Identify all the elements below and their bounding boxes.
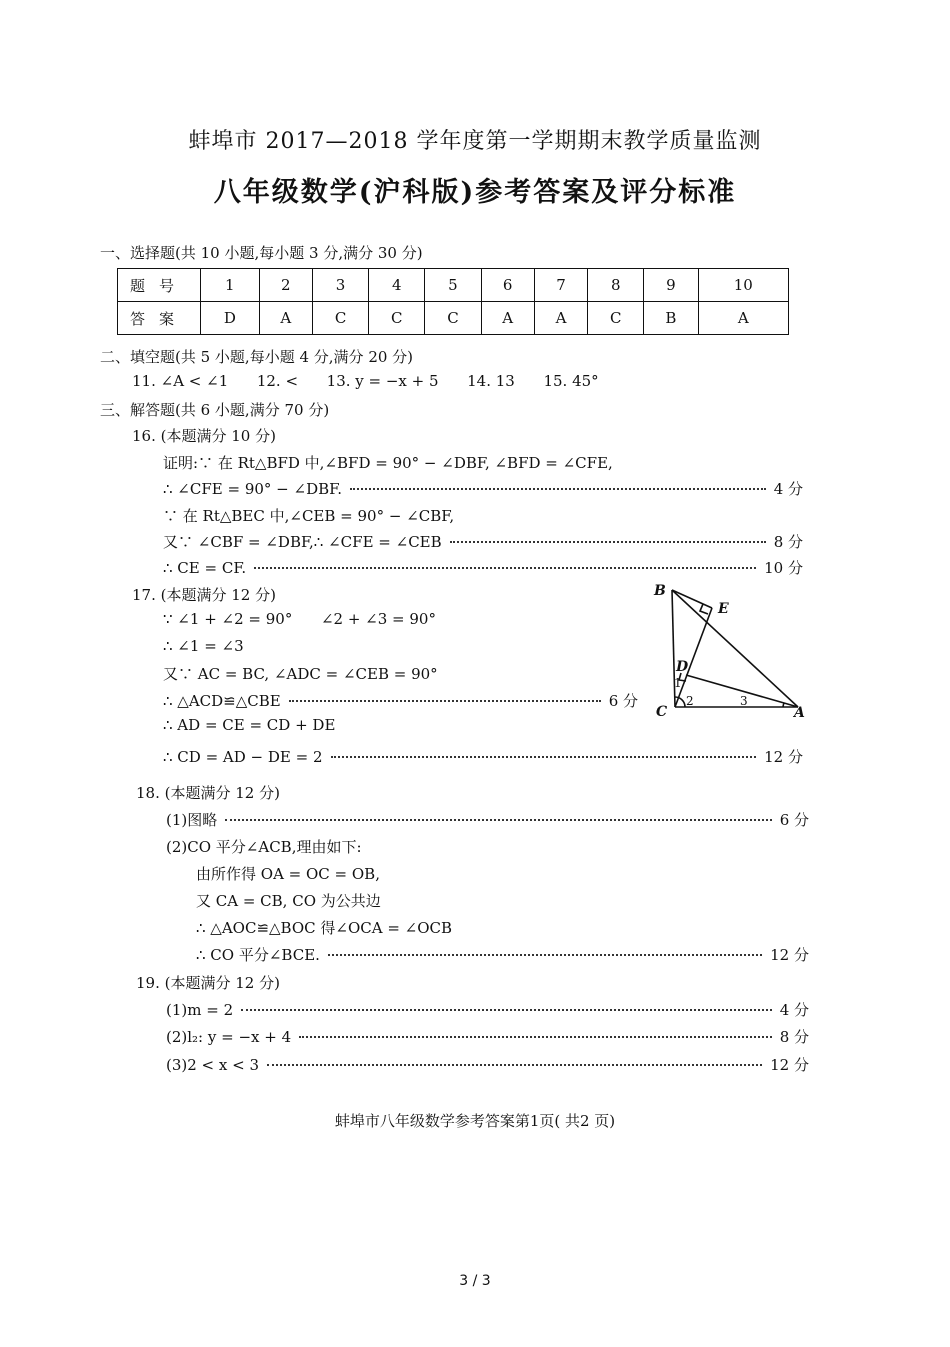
q16-line: 证明:∵ 在 Rt△BFD 中,∠BFD = 90° − ∠DBF, ∠BFD = ∠CFE, bbox=[163, 454, 613, 472]
answer-cell: A bbox=[481, 302, 534, 335]
label-e: E bbox=[718, 601, 729, 617]
score: 8 分 bbox=[773, 533, 803, 551]
dot-leader bbox=[450, 541, 766, 543]
q17-line-text: ∴ CD = AD − DE = 2 bbox=[163, 748, 323, 766]
answer-cell: A bbox=[259, 302, 312, 335]
label-angle-3: 3 bbox=[740, 694, 748, 708]
label-c: C bbox=[656, 704, 668, 720]
q16-line-text: ∴ CE = CF. bbox=[163, 559, 247, 577]
question-number: 7 bbox=[534, 269, 587, 302]
score: 12 分 bbox=[770, 1056, 809, 1074]
q16-line: ∵ 在 Rt△BEC 中,∠CEB = 90° − ∠CBF, bbox=[163, 507, 455, 525]
score: 6 分 bbox=[779, 811, 809, 829]
page-indicator: 3 / 3 bbox=[459, 1273, 491, 1289]
question-number: 3 bbox=[312, 269, 368, 302]
score: 12 分 bbox=[764, 748, 803, 766]
dot-leader bbox=[267, 1064, 762, 1066]
score: 8 分 bbox=[779, 1028, 809, 1046]
q17-line: ∴ AD = CE = CD + DE bbox=[163, 716, 336, 734]
table-row-numbers bbox=[118, 269, 789, 302]
page-footer: 蚌埠市八年级数学参考答案第1页( 共2 页) bbox=[334, 1112, 616, 1130]
q16-scored-line bbox=[163, 557, 803, 578]
q18-line-text: (1)图略 bbox=[166, 811, 218, 829]
label-a: A bbox=[794, 705, 805, 721]
dot-leader bbox=[350, 488, 766, 490]
dot-leader bbox=[241, 1009, 772, 1011]
table-row-answers bbox=[118, 302, 789, 335]
q19-scored-line bbox=[166, 999, 809, 1020]
question-number: 8 bbox=[588, 269, 644, 302]
q16-heading: 16. (本题满分 10 分) bbox=[132, 427, 276, 445]
q18-heading: 18. (本题满分 12 分) bbox=[136, 784, 280, 802]
row-label-answers: 答案 bbox=[118, 302, 201, 335]
dot-leader bbox=[225, 819, 771, 821]
q19-scored-line bbox=[166, 1026, 809, 1047]
section2-heading: 二、填空题(共 5 小题,每小题 4 分,满分 20 分) bbox=[100, 348, 414, 366]
dot-leader bbox=[328, 954, 762, 956]
answer-cell: C bbox=[588, 302, 644, 335]
row-label-numbers: 题号 bbox=[118, 269, 201, 302]
document-title: 蚌埠市 2017—2018 学年度第一学期期末教学质量监测 bbox=[188, 129, 762, 154]
angle-arc-a bbox=[783, 703, 784, 707]
score: 10 分 bbox=[764, 559, 803, 577]
section1-heading: 一、选择题(共 10 小题,每小题 3 分,满分 30 分) bbox=[100, 244, 423, 262]
q17-heading: 17. (本题满分 12 分) bbox=[132, 586, 276, 604]
dot-leader bbox=[254, 567, 756, 569]
segment-be bbox=[672, 590, 712, 608]
dot-leader bbox=[299, 1036, 772, 1038]
q18-line: ∴ △AOC≌△BOC 得∠OCA = ∠OCB bbox=[196, 919, 453, 937]
score: 12 分 bbox=[770, 946, 809, 964]
q18-line: 又 CA = CB, CO 为公共边 bbox=[196, 892, 381, 910]
question-number: 6 bbox=[481, 269, 534, 302]
dot-leader bbox=[289, 700, 601, 702]
score: 6 分 bbox=[608, 692, 638, 710]
q17-line-text: ∴ △ACD≌△CBE bbox=[163, 692, 281, 710]
q17-line: 又∵ AC = BC, ∠ADC = ∠CEB = 90° bbox=[163, 665, 438, 683]
answer-cell: B bbox=[644, 302, 698, 335]
q16-scored-line bbox=[163, 531, 803, 552]
question-number: 10 bbox=[698, 269, 789, 302]
question-number: 5 bbox=[425, 269, 481, 302]
answer-cell: D bbox=[201, 302, 260, 335]
question-number: 4 bbox=[369, 269, 425, 302]
triangle-figure bbox=[648, 580, 818, 725]
segment-ce bbox=[675, 608, 712, 707]
fill-in-answers: 11. ∠A < ∠1 12. < 13. y = −x + 5 14. 13 15. 45° bbox=[132, 372, 599, 390]
q19-scored-line bbox=[166, 1054, 809, 1075]
answer-cell: A bbox=[534, 302, 587, 335]
score: 4 分 bbox=[779, 1001, 809, 1019]
score: 4 分 bbox=[773, 480, 803, 498]
answer-cell: C bbox=[425, 302, 481, 335]
answer-cell: A bbox=[698, 302, 789, 335]
q18-scored-line bbox=[196, 944, 809, 965]
label-angle-1: 1 bbox=[674, 676, 682, 690]
question-number: 9 bbox=[644, 269, 698, 302]
q19-line-text: (3)2 < x < 3 bbox=[166, 1056, 260, 1074]
dot-leader bbox=[331, 756, 757, 758]
answer-table bbox=[117, 268, 789, 335]
q19-line-text: (1)m = 2 bbox=[166, 1001, 234, 1019]
q16-line-text: ∴ ∠CFE = 90° − ∠DBF. bbox=[163, 480, 342, 498]
q18-scored-line bbox=[166, 809, 809, 830]
q18-line-text: ∴ CO 平分∠BCE. bbox=[196, 946, 320, 964]
q17-scored-line bbox=[163, 746, 803, 767]
section3-heading: 三、解答题(共 6 小题,满分 70 分) bbox=[100, 401, 330, 419]
q16-scored-line bbox=[163, 478, 803, 499]
q18-line: (2)CO 平分∠ACB,理由如下: bbox=[166, 838, 362, 856]
q18-line: 由所作得 OA = OC = OB, bbox=[196, 865, 380, 883]
q17-line: ∵ ∠1 + ∠2 = 90° ∠2 + ∠3 = 90° bbox=[163, 610, 436, 628]
label-b: B bbox=[654, 583, 666, 599]
answer-cell: C bbox=[312, 302, 368, 335]
answer-cell: C bbox=[369, 302, 425, 335]
question-number: 2 bbox=[259, 269, 312, 302]
question-number: 1 bbox=[201, 269, 260, 302]
q16-line-text: 又∵ ∠CBF = ∠DBF,∴ ∠CFE = ∠CEB bbox=[163, 533, 442, 551]
q19-heading: 19. (本题满分 12 分) bbox=[136, 974, 280, 992]
label-angle-2: 2 bbox=[686, 694, 694, 708]
q17-line: ∴ ∠1 = ∠3 bbox=[163, 637, 244, 655]
q19-line-text: (2)l₂: y = −x + 4 bbox=[166, 1028, 292, 1046]
label-d: D bbox=[676, 659, 689, 675]
q17-scored-line bbox=[163, 690, 638, 711]
document-subtitle: 八年级数学(沪科版)参考答案及评分标准 bbox=[213, 177, 737, 208]
